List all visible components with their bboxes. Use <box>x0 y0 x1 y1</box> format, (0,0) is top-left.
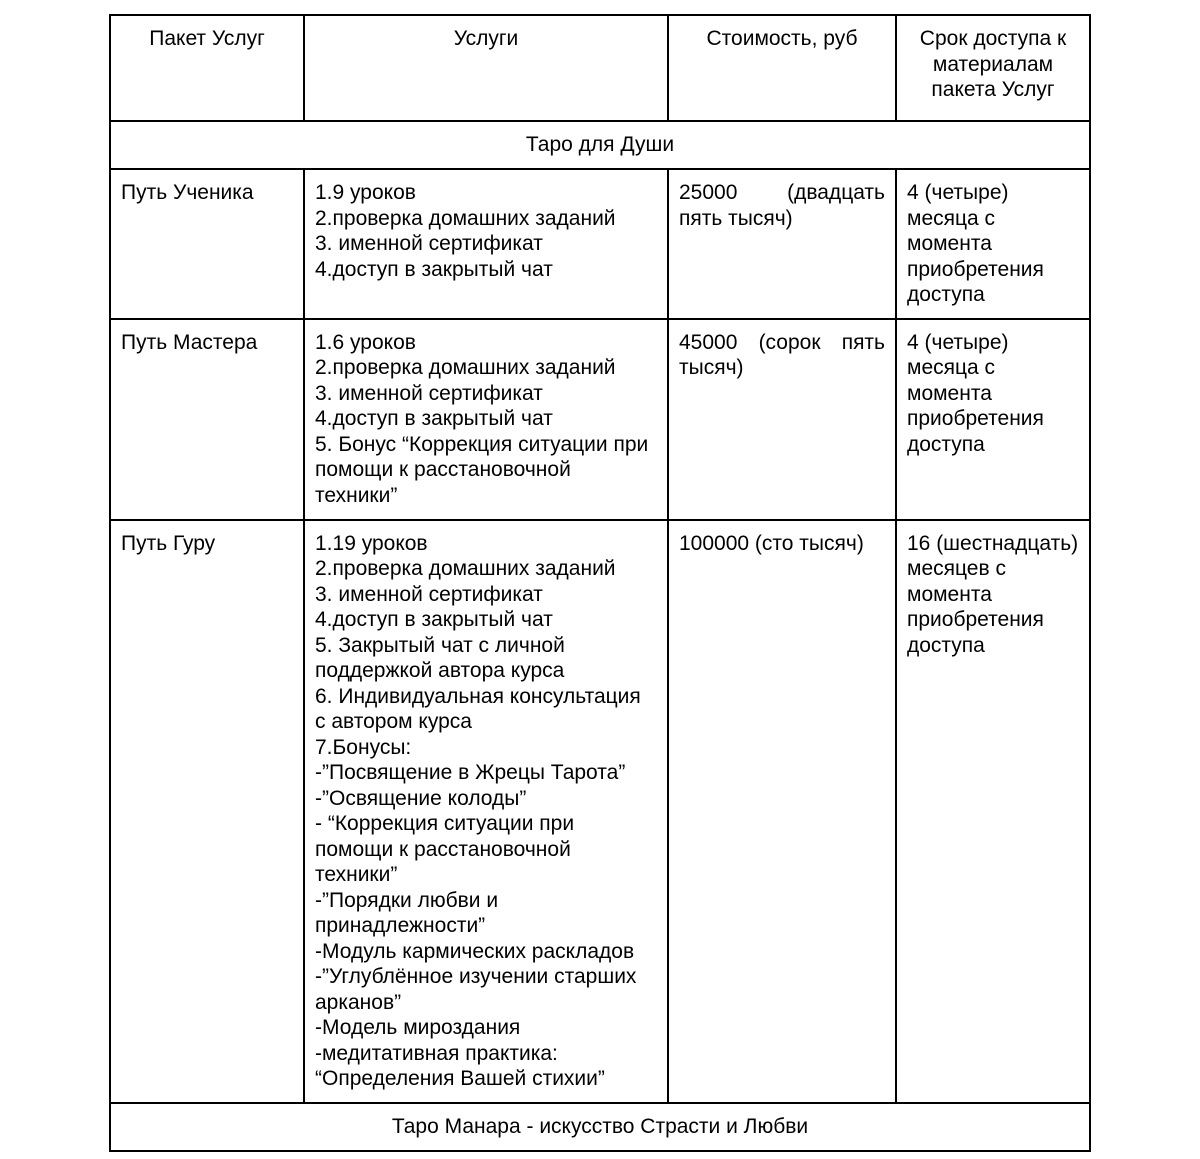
package-name: Путь Мастера <box>110 319 304 520</box>
section-row-taro-manara <box>110 1103 1090 1151</box>
service-item: -”Освящение колоды” <box>315 786 527 810</box>
pricing-table <box>109 14 1091 1152</box>
service-item: 4.доступ в закрытый чат <box>315 407 553 430</box>
service-item: 3. именной сертификат <box>315 582 543 606</box>
service-item: -”Углублённое изучении старших арканов” <box>315 965 637 1014</box>
service-item: 1.6 уроков <box>315 330 416 354</box>
table-row <box>110 520 1090 1103</box>
service-item: 2.проверка домашних заданий <box>315 557 616 580</box>
service-item: 5. Бонус “Коррекция ситуации при помощи к расстановочной техники” <box>315 432 649 507</box>
price: 25000 (двадцать пять тысяч) <box>668 169 896 319</box>
service-item: -Модуль кармических раскладов <box>315 939 635 963</box>
service-item: 4.доступ в закрытый чат <box>315 257 553 281</box>
price: 45000 (сорок пять тысяч) <box>668 319 896 520</box>
header-access: Срок доступа к материалам пакета Услуг <box>896 15 1090 121</box>
table-header-row <box>110 15 1090 121</box>
service-item: 1.19 уроков <box>315 531 428 555</box>
service-item: 2.проверка домашних заданий <box>315 206 616 230</box>
service-item: -Модель мироздания <box>315 1016 521 1039</box>
service-item: - “Коррекция ситуации при помощи к расстановочной техники” <box>315 812 575 886</box>
section-title: Таро Манара - искусство Страсти и Любви <box>110 1103 1090 1151</box>
section-row-taro-dlya-dushi <box>110 121 1090 169</box>
header-services: Услуги <box>304 15 668 121</box>
services-list <box>304 169 668 319</box>
service-item: 1.9 уроков <box>315 181 416 204</box>
service-item: 3. именной сертификат <box>315 232 543 255</box>
header-package: Пакет Услуг <box>110 15 304 121</box>
price: 100000 (сто тысяч) <box>668 520 896 1103</box>
service-item: -”Посвящение в Жрецы Тарота” <box>315 761 626 784</box>
service-item: 6. Индивидуальная консультация с автором курса <box>315 684 641 733</box>
section-title: Таро для Души <box>110 121 1090 169</box>
service-item: 2.проверка домашних заданий <box>315 356 616 379</box>
service-item: 7.Бонусы: <box>315 735 412 759</box>
table-row <box>110 319 1090 520</box>
header-price: Стоимость, руб <box>668 15 896 121</box>
access-period: 16 (шестнадцать) месяцев с момента приобретения доступа <box>896 520 1090 1103</box>
services-list <box>304 319 668 520</box>
service-item: -медитативная практика: “Определения Вашей стихии” <box>315 1041 605 1090</box>
table-row <box>110 169 1090 319</box>
access-period: 4 (четыре) месяца с момента приобретения доступа <box>896 319 1090 520</box>
access-period: 4 (четыре) месяца с момента приобретения доступа <box>896 169 1090 319</box>
service-item: -”Порядки любви и принадлежности” <box>315 888 499 937</box>
services-list <box>304 520 668 1103</box>
service-item: 4.доступ в закрытый чат <box>315 608 553 631</box>
service-item: 3. именной сертификат <box>315 381 543 405</box>
package-name: Путь Гуру <box>110 520 304 1103</box>
package-name: Путь Ученика <box>110 169 304 319</box>
service-item: 5. Закрытый чат с личной поддержкой автора курса <box>315 633 565 682</box>
